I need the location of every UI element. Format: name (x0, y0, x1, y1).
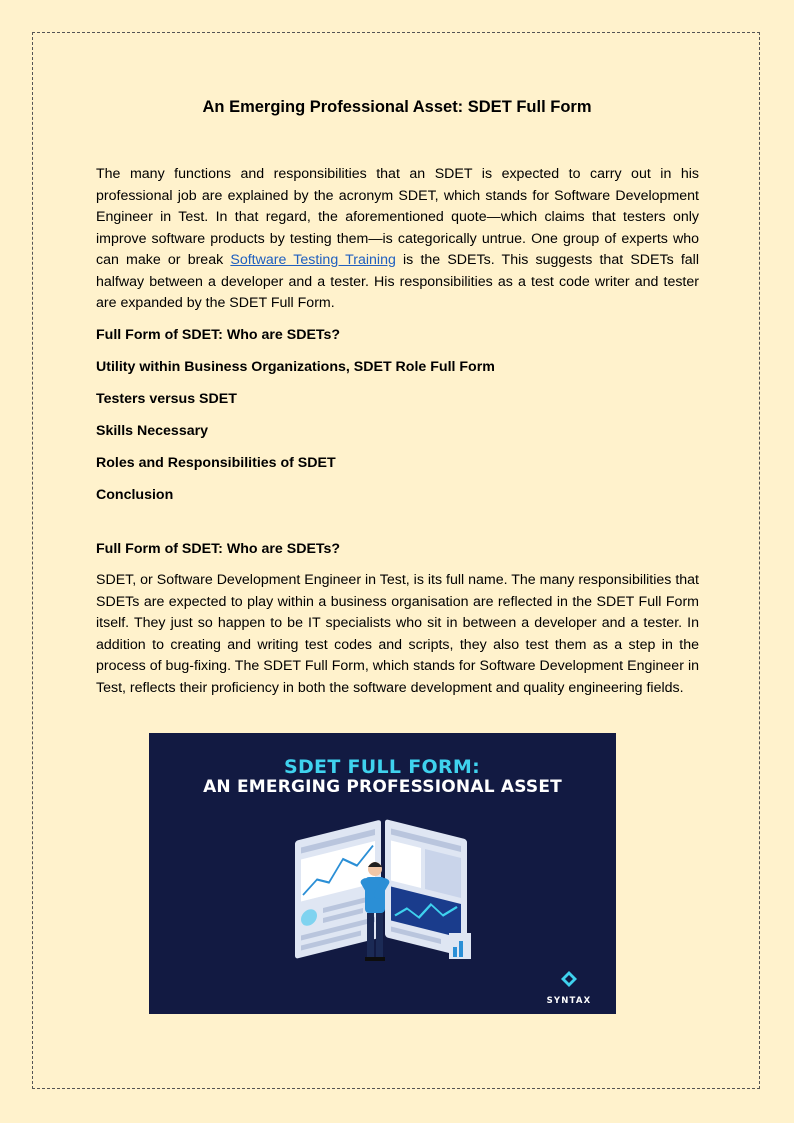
syntax-logo-text: SYNTAX (546, 996, 592, 1006)
intro-paragraph (96, 164, 699, 315)
intro-text-after-link: is the SDETs. This suggests that SDETs fall halfway between a developer and a tester. His responsibilities as a test code writer and tester are expanded by the SDET Full Form. (96, 252, 699, 311)
chart-card (449, 933, 471, 959)
toc-item: Testers versus SDET (96, 391, 237, 407)
toc-item: Conclusion (96, 487, 174, 503)
toc-item: Skills Necessary (96, 423, 209, 439)
document-body (96, 164, 699, 699)
software-testing-training-link[interactable]: Software Testing Training (230, 252, 396, 268)
toc-item: Roles and Responsibilities of SDET (96, 455, 336, 471)
toc-item: Full Form of SDET: Who are SDETs? (96, 327, 341, 343)
banner-heading-line1: SDET FULL FORM: (283, 756, 481, 778)
sdet-banner-image (149, 733, 616, 1014)
table-of-contents (96, 325, 699, 507)
intro-text-before-link: The many functions and responsibilities that an SDET is expected to carry out in his professional job are explained by the acronym SDET, which stands for Software Development Engineer in Test. In that regard, the aforementioned quote—which claims that testers only improve software products by testing them—is categorically untrue. One group of experts who can make or break (96, 166, 699, 268)
document-title: An Emerging Professional Asset: SDET Full Form (202, 98, 592, 116)
banner-heading-line2-overlay: AN EMERGING PROFESSIONAL ASSET (203, 777, 562, 797)
syntax-logo (561, 971, 577, 987)
banner-illustration (149, 733, 616, 1014)
toc-item: Utility within Business Organizations, SDET Role Full Form (96, 359, 495, 375)
section-paragraph: SDET, or Software Development Engineer in Test, is its full name. The many responsibilities that SDETs are expected to play within a business organisation are reflected in the SDET Full Form itself. They just so happen to be IT specialists who sit in between a developer and a tester. In addition to creating and writing test codes and scripts, they also test them as a step in the process of bug-fixing. The SDET Full Form, which stands for Software Development Engineer in Test, reflects their proficiency in both the software development and quality engineering fields. (96, 572, 699, 696)
section-heading: Full Form of SDET: Who are SDETs? (96, 540, 341, 557)
